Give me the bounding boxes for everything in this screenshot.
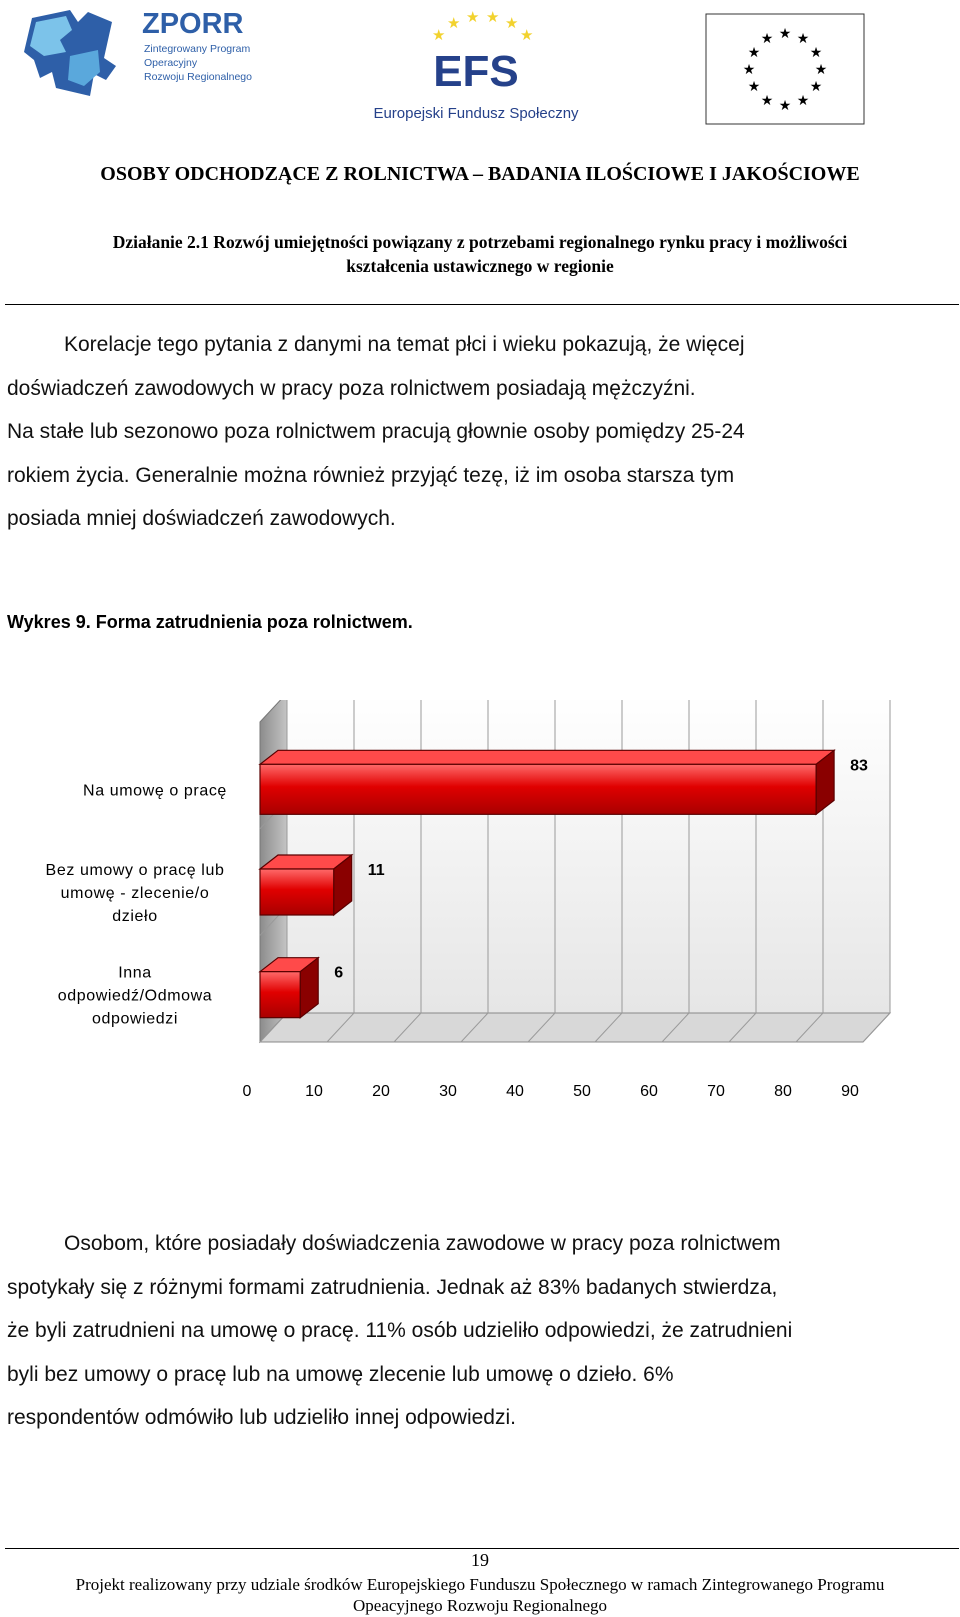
para1-line-2: doświadczeń zawodowych w pracy poza rolnictwem posiadają mężczyźni. <box>7 376 696 400</box>
svg-text:★: ★ <box>520 26 534 44</box>
para2-line-1: Osobom, które posiadały doświadczenia zawodowe w pracy poza rolnictwem <box>64 1232 781 1255</box>
logos-svg <box>0 0 960 135</box>
paragraph-summary <box>7 1222 955 1440</box>
footer-note <box>0 1574 960 1616</box>
data-label: 6 <box>334 964 344 982</box>
svg-text:★: ★ <box>466 8 480 26</box>
svg-text:★: ★ <box>778 26 792 42</box>
para1-line-3: Na stałe lub sezonowo poza rolnictwem pracują głownie osoby pomiędzy 25-24 <box>7 420 745 443</box>
x-tick-label: 90 <box>841 1083 859 1100</box>
x-tick-label: 0 <box>242 1083 252 1100</box>
svg-text:★: ★ <box>432 26 446 44</box>
zporr-sub-3: Rozwoju Regionalnego <box>144 71 252 83</box>
para1-line-5: posiada mniej doświadczeń zawodowych. <box>7 507 396 530</box>
efs-sub: Europejski Fundusz Społeczny <box>373 105 579 122</box>
svg-text:★: ★ <box>760 93 774 109</box>
svg-text:★: ★ <box>747 45 761 61</box>
svg-text:★: ★ <box>778 98 792 114</box>
para2-line-3: że byli zatrudnieni na umowę o pracę. 11% osób udzieliło odpowiedzi, że zatrudnieni <box>7 1319 793 1342</box>
footer-line-2: Opeacyjnego Rozwoju Regionalnego <box>353 1596 607 1615</box>
chart-back-wall <box>287 700 890 1013</box>
paragraph-correlations <box>7 323 955 541</box>
document-title: OSOBY ODCHODZĄCE Z ROLNICTWA – BADANIA ILOŚCIOWE I JAKOŚCIOWE <box>100 163 860 185</box>
document-subtitle <box>30 230 930 278</box>
chart-floor <box>260 1013 890 1042</box>
bar-chart-svg <box>0 700 960 1140</box>
x-tick-label: 80 <box>774 1083 792 1100</box>
svg-text:★: ★ <box>747 79 761 95</box>
x-tick-label: 60 <box>640 1083 658 1100</box>
para2-line-2: spotykały się z różnymi formami zatrudnienia. Jednak aż 83% badanych stwierdza, <box>7 1275 778 1299</box>
footer-divider <box>5 1548 959 1549</box>
category-label: Na umowę o pracę <box>83 782 227 800</box>
svg-text:★: ★ <box>486 8 500 26</box>
svg-text:★: ★ <box>796 31 810 47</box>
eu-flag-icon <box>706 14 864 124</box>
footer-line-1: Projekt realizowany przy udziale środków Europejskiego Funduszu Społecznego w ramach Zintegrowanego Programu <box>75 1575 885 1594</box>
para1-line-4: rokiem życia. Generalnie można również przyjąć tezę, iż im osoba starsza tym <box>7 463 735 487</box>
svg-text:★: ★ <box>814 62 828 78</box>
category-label: umowę - zlecenie/o <box>60 885 210 902</box>
para2-line-4: byli bez umowy o pracę lub na umowę zlecenie lub umowę o dzieło. 6% <box>7 1362 674 1386</box>
bar <box>260 972 300 1018</box>
efs-stars-logo-icon <box>432 8 533 44</box>
x-tick-label: 40 <box>506 1083 524 1100</box>
zporr-sub-1: Zintegrowany Program <box>144 43 251 55</box>
subtitle-line-2: kształcenia ustawicznego w regionie <box>346 256 614 276</box>
bar <box>260 764 816 814</box>
zporr-name: ZPORR <box>142 8 244 40</box>
page-number: 19 <box>471 1550 489 1570</box>
x-tick-label: 10 <box>305 1083 323 1100</box>
bar-top-face <box>260 750 834 764</box>
x-tick-label: 50 <box>573 1083 591 1100</box>
svg-text:★: ★ <box>796 93 810 109</box>
svg-text:★: ★ <box>809 45 823 61</box>
para2-line-5: respondentów odmówiło lub udzieliło innej odpowiedzi. <box>7 1406 516 1429</box>
efs-name: EFS <box>433 47 519 96</box>
chart-caption: Wykres 9. Forma zatrudnienia poza rolnictwem. <box>7 612 413 632</box>
svg-text:★: ★ <box>742 62 756 78</box>
para1-line-1: Korelacje tego pytania z danymi na temat płci i wieku pokazują, że więcej <box>64 333 745 356</box>
bar <box>260 869 334 915</box>
bar-chart <box>0 700 960 1140</box>
category-label: dzieło <box>112 908 158 925</box>
x-tick-label: 20 <box>372 1083 390 1100</box>
svg-text:★: ★ <box>809 79 823 95</box>
svg-text:★: ★ <box>760 31 774 47</box>
x-tick-label: 30 <box>439 1083 457 1100</box>
category-label: Bez umowy o pracę lub <box>45 862 225 879</box>
logo-row <box>0 0 960 135</box>
svg-text:★: ★ <box>505 14 519 32</box>
x-tick-label: 70 <box>707 1083 725 1100</box>
category-label: Inna <box>118 964 152 982</box>
zporr-puzzle-logo-icon <box>24 10 116 96</box>
header-divider <box>5 304 959 305</box>
category-label: odpowiedzi <box>91 1010 179 1028</box>
svg-text:★: ★ <box>447 14 461 32</box>
category-label: odpowiedź/Odmowa <box>57 987 213 1005</box>
zporr-sub-2: Operacyjny <box>144 57 198 69</box>
data-label: 83 <box>850 757 868 775</box>
data-label: 11 <box>367 862 385 879</box>
subtitle-line-1: Działanie 2.1 Rozwój umiejętności powiązany z potrzebami regionalnego rynku pracy i możliwości <box>112 232 848 252</box>
